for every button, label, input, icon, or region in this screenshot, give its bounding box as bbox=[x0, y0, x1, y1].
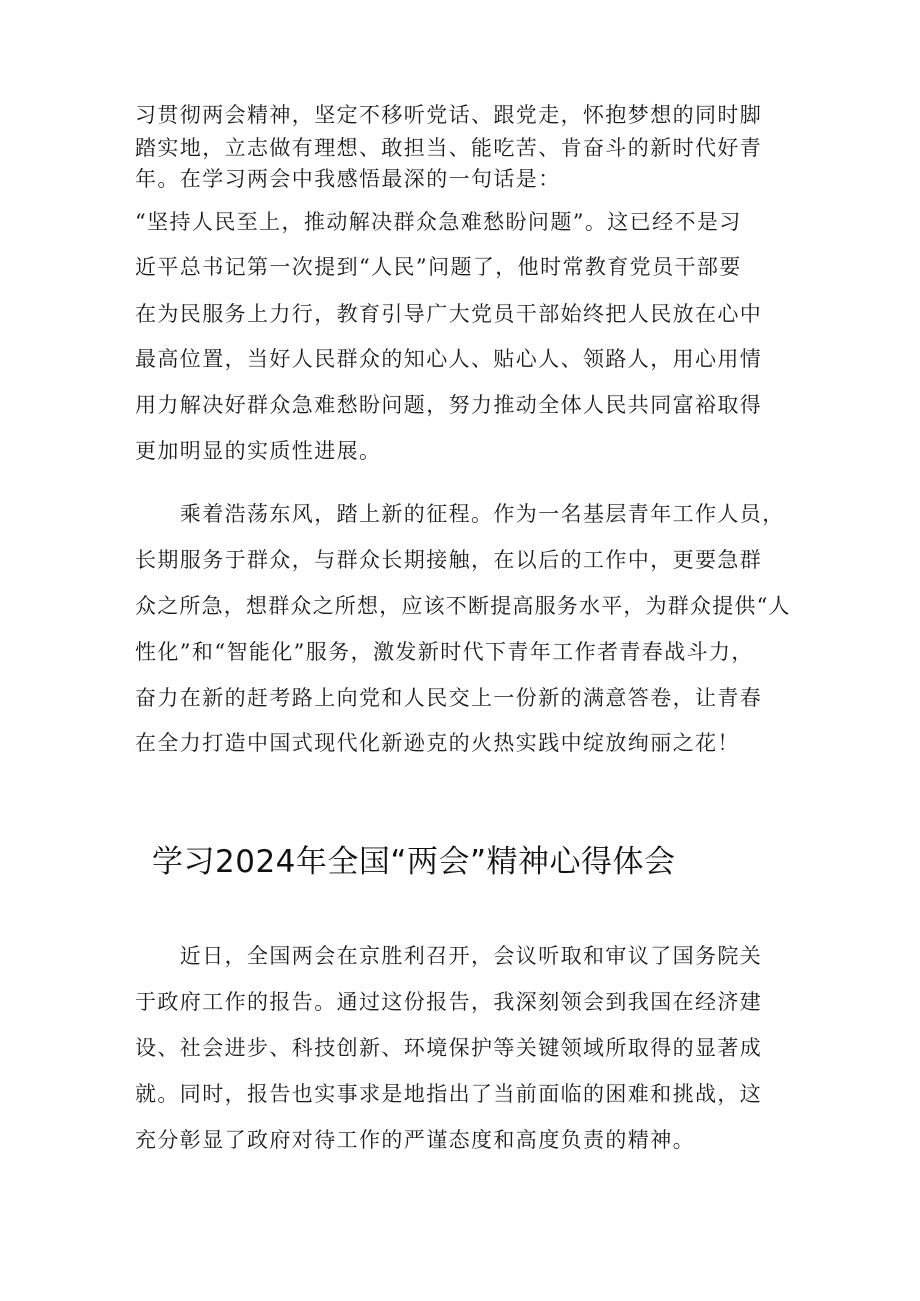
paragraph-line: 习贯彻两会精神，坚定不移听党话、跟党走，怀抱梦想的同时脚 bbox=[135, 103, 763, 127]
paragraph-line: 在为民服务上力行，教育引导广大党员干部始终把人民放在心中 bbox=[135, 302, 763, 326]
paragraph-line: 用力解决好群众急难愁盼问题，努力推动全体人民共同富裕取得 bbox=[135, 393, 763, 417]
paragraph-line: 众之所急，想群众之所想，应该不断提高服务水平，为群众提供“人 bbox=[135, 594, 791, 618]
paragraph-line: 年。在学习两会中我感悟最深的一句话是： bbox=[135, 167, 561, 191]
paragraph-line: 踏实地，立志做有理想、敢担当、能吃苦、肯奋斗的新时代好青 bbox=[135, 136, 763, 160]
paragraph-line: 就。同时，报告也实事求是地指出了当前面临的困难和挑战，这 bbox=[135, 1082, 763, 1106]
paragraph-line: 乘着浩荡东风，踏上新的征程。作为一名基层青年工作人员， bbox=[135, 502, 785, 526]
paragraph-line: 近日，全国两会在京胜利召开，会议听取和审议了国务院关 bbox=[135, 944, 763, 968]
page-title: 学习2024年全国“两会”精神心得体会 bbox=[152, 844, 676, 880]
paragraph-line: 近平总书记第一次提到“人民”问题了，他时常教育党员干部要 bbox=[135, 255, 742, 279]
paragraph-line: 于政府工作的报告。通过这份报告，我深刻领会到我国在经济建 bbox=[135, 990, 763, 1014]
paragraph-line: 充分彰显了政府对待工作的严谨态度和高度负责的精神。 bbox=[135, 1128, 695, 1152]
paragraph-line: 设、社会进步、科技创新、环境保护等关键领域所取得的显著成 bbox=[135, 1036, 763, 1060]
paragraph-line: 在全力打造中国式现代化新逊克的火热实践中绽放绚丽之花！ bbox=[135, 731, 740, 755]
paragraph-line: 性化”和“智能化”服务，激发新时代下青年工作者青春战斗力， bbox=[135, 640, 754, 664]
paragraph-line: “坚持人民至上，推动解决群众急难愁盼问题”。这已经不是习 bbox=[135, 210, 742, 234]
paragraph-line: 最高位置，当好人民群众的知心人、贴心人、领路人，用心用情 bbox=[135, 347, 763, 371]
paragraph-line: 奋力在新的赶考路上向党和人民交上一份新的满意答卷，让青春 bbox=[135, 686, 763, 710]
paragraph-line: 更加明显的实质性进展。 bbox=[135, 439, 382, 463]
paragraph-line: 长期服务于群众，与群众长期接触，在以后的工作中，更要急群 bbox=[135, 548, 763, 572]
